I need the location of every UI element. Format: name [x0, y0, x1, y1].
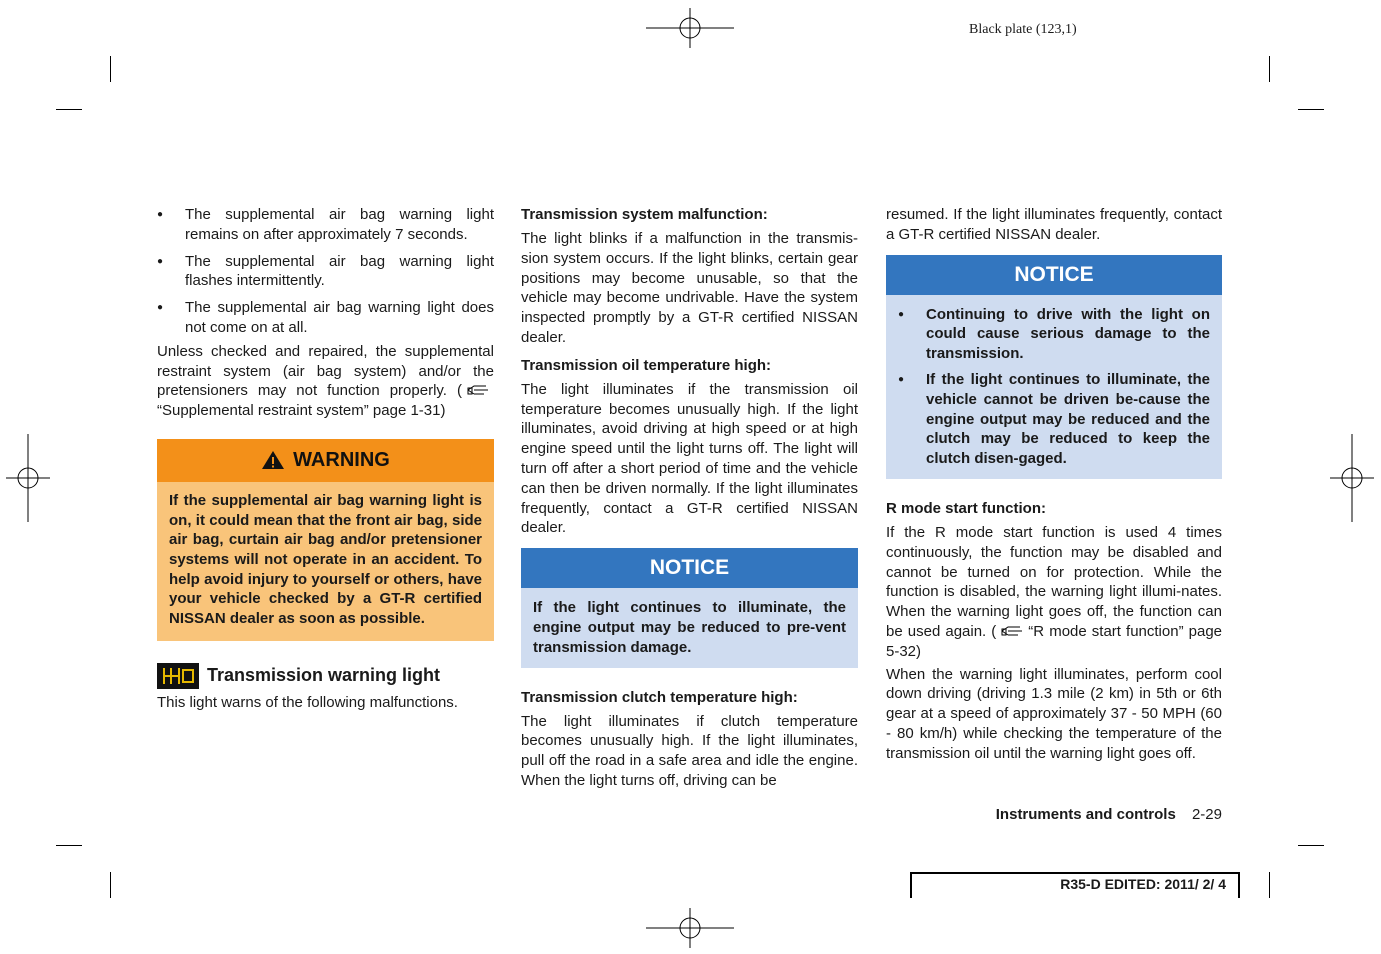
- paragraph-clutch-temperature: The light illuminates if clutch temperature becomes unusually high. If the light illuminates, pull off the road in a safe area and idle the engine. When the light turns off, driving can be: [521, 712, 858, 789]
- registration-mark-top: [646, 8, 734, 48]
- edited-stamp: R35-D EDITED: 2011/ 2/ 4: [1060, 876, 1226, 892]
- warning-text: If the supplemental air bag warning light is on, it could mean that the front air bag, side air bag, curtain air bag and/or pretensioner systems will not operate in an accident. To help avoid injury to yourself or others, have your vehicle checked by a GT-R certified NISSAN dealer as soon as possible.: [169, 491, 482, 628]
- section-title: Transmission warning light: [207, 664, 441, 685]
- crop-mark-icon: [56, 845, 82, 846]
- srs-paragraph: [157, 342, 494, 421]
- notice-header: [521, 548, 858, 588]
- hand-reference-icon: [1000, 624, 1024, 638]
- notice-box: [886, 255, 1222, 479]
- notice-list: [898, 305, 1210, 469]
- crop-mark-icon: [1298, 109, 1324, 110]
- list-item: ● The supplemental air bag warning light flashes intermittently.: [157, 252, 494, 292]
- notice-text: [886, 295, 1222, 479]
- crop-mark-icon: [1269, 56, 1270, 82]
- registration-mark-icon: [6, 434, 50, 522]
- transmission-warning-icon: [157, 663, 199, 689]
- notice-header: [886, 255, 1222, 295]
- crop-mark-icon: [1298, 845, 1324, 846]
- heading-system-malfunction: Transmission system malfunction:: [521, 206, 768, 223]
- list-item: ● The supplemental air bag warning light remains on after approximately 7 seconds.: [157, 205, 494, 245]
- heading-oil-temperature: Transmission oil temperature high:: [521, 356, 772, 374]
- r-mode-reference-link[interactable]: “R mode start function” page 5-32): [886, 622, 1223, 660]
- registration-mark-icon: [646, 908, 734, 948]
- heading-r-mode: R mode start function:: [886, 499, 1046, 517]
- list-item: ● The supplemental air bag warning light does not come on at all.: [157, 298, 494, 338]
- crop-mark-icon: [1269, 872, 1270, 898]
- srs-paragraph-text: Unless checked and repaired, the supplemental restraint system (air bag system) and/or the pretensioners may not function properly. (: [157, 342, 494, 400]
- registration-mark-left: [6, 434, 50, 522]
- registration-mark-right: [1330, 434, 1374, 522]
- registration-mark-icon: [1330, 434, 1374, 522]
- srs-reference-link[interactable]: “Supplemental restraint system” page 1-31): [157, 402, 446, 420]
- paragraph-oil-temperature: The light illuminates if the transmission oil temperature becomes unusually high. If the light illuminates, avoid driving at high speed or at high engine speed until the light turns off. The light will turn off after a short period of time and the vehicle can then be driven normally. If the light illuminates frequently, contact a GT-R certified NISSAN dealer.: [521, 380, 858, 537]
- warning-box: [157, 439, 494, 641]
- paragraph-r-mode: [886, 523, 1222, 662]
- column-2: [521, 205, 858, 791]
- section-heading: [157, 663, 494, 689]
- list-item: ● Continuing to drive with the light on could cause serious damage to the transmission.: [898, 305, 1210, 364]
- warning-triangle-icon: [261, 450, 285, 470]
- page-footer: [886, 806, 1222, 823]
- registration-mark-icon: [646, 8, 734, 48]
- column-3: [886, 205, 1222, 764]
- footer-section: Instruments and controls: [995, 806, 1176, 823]
- crop-mark-icon: [110, 56, 111, 82]
- warning-header: [157, 439, 494, 482]
- notice-text: If the light continues to illuminate, the engine output may be reduced to pre-vent transmission damage.: [533, 599, 846, 656]
- registration-mark-bottom: [646, 908, 734, 948]
- paragraph-resumed: resumed. If the light illuminates frequently, contact a GT-R certified NISSAN dealer.: [886, 206, 1222, 243]
- list-item: ● If the light continues to illuminate, the vehicle cannot be driven be-cause the engine output may be reduced and the clutch may be reduced to keep the clutch disen-gaged.: [898, 370, 1210, 469]
- malfunction-list: [157, 205, 494, 338]
- paragraph-system-malfunction: The light blinks if a malfunction in the transmis-sion system occurs. If the light blinks, certain gear positions may become unusable, so that the vehicle may become undrivable. Have the system inspected promptly by a GT-R certified NISSAN dealer.: [521, 230, 858, 346]
- column-1: [157, 205, 494, 713]
- edited-stamp-box: [910, 872, 1240, 898]
- crop-mark-icon: [56, 109, 82, 110]
- section-intro: This light warns of the following malfunctions.: [157, 693, 458, 711]
- warning-title: WARNING: [293, 448, 390, 471]
- notice-title: NOTICE: [649, 556, 730, 580]
- notice-box: [521, 548, 858, 667]
- notice-title: NOTICE: [1014, 262, 1094, 286]
- r-mode-text: If the R mode start function is used 4 times continuously, the function may be disabled and cannot be turned on for protection. While the function is disabled, the warning light illumi-nates. When the warning light goes off, the function can be used again. (: [886, 523, 1222, 640]
- hand-reference-icon: [466, 383, 490, 397]
- page-number: 2-29: [1191, 806, 1222, 823]
- paragraph-cool-down: When the warning light illuminates, perform cool down driving (driving 1.3 mile (2 km) in 5th or 6th gear at a speed of approximately 37 - 50 MPH (60 - 80 km/h) while checking the temperature of the transmission oil until the warning light goes off.: [886, 665, 1222, 762]
- plate-label: Black plate (123,1): [969, 22, 1077, 37]
- crop-mark-icon: [110, 872, 111, 898]
- heading-clutch-temperature: Transmission clutch temperature high:: [521, 688, 798, 706]
